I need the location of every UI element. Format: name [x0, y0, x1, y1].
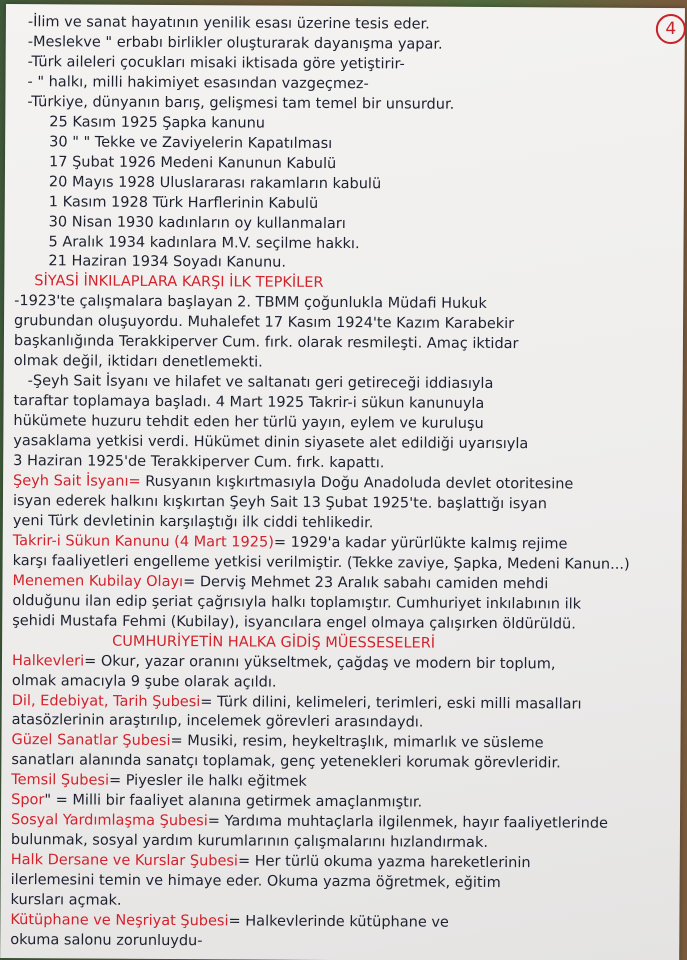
note-text: 17 Şubat 1926 Medeni Kanunun Kabulü [48, 153, 337, 172]
note-text: 1 Kasım 1928 Türk Harflerinin Kabulü [48, 193, 319, 212]
note-line [11, 852, 531, 871]
section-title: SİYASİ İNKILAPLARA KARŞI İLK TEPKİLER [34, 273, 324, 292]
note-text: ilerlemesini temin ve himaye eder. Okuma yazma öğretmek, eğitim [10, 872, 501, 892]
note-text: olduğunu ilan edip şeriat çağrısıyla halkı toplamıştır. Cumhuriyet inkılabının ilk [12, 592, 582, 613]
note-line [14, 313, 514, 332]
note-text: yeni Türk devletinin karşılaştığı ilk ciddi tehlikedir. [12, 512, 374, 532]
note-text: -Meslekve " erbabı birlikler oluşturarak dayanışma yapar. [27, 34, 443, 53]
page-number: 4 [656, 14, 686, 44]
note-line [14, 293, 487, 312]
note-line [28, 54, 405, 72]
note-line [12, 613, 576, 632]
note-line [11, 772, 307, 790]
note-line [49, 174, 381, 192]
note-text: = Derviş Mehmet 23 Aralık sabahı camiden mehdi [183, 573, 549, 593]
note-line [12, 573, 548, 592]
note-text: = Türk dilini, kelimeleri, terimleri, eski milli masalları [200, 693, 582, 713]
red-heading: Spor [11, 792, 45, 809]
note-line [13, 533, 568, 552]
red-heading: Takrir-i Sükun Kanunu (4 Mart 1925) [12, 532, 274, 551]
note-line [11, 732, 543, 751]
note-line [49, 114, 265, 131]
red-heading: Halkevleri [11, 652, 85, 670]
note-text: 25 Kasım 1925 Şapka kanunu [49, 114, 266, 132]
note-text: = Musiki, resim, heykeltraşlık, mimarlık ve süsleme [170, 733, 544, 752]
note-text: -Türkiye, dünyanın barış, gelişmesi tam temel bir unsurdur. [27, 93, 455, 113]
red-heading: Temsil Şubesi [11, 772, 110, 789]
notebook-page [0, 4, 685, 960]
section-title: CUMHURİYETİN HALKA GİDİŞ MÜESSESELERİ [112, 633, 436, 652]
note-line [10, 912, 449, 931]
note-line [10, 932, 202, 949]
note-text: Rusyanın kışkırtmasıyla Doğu Anadoluda devlet otoritesine [145, 473, 574, 493]
note-line [12, 593, 581, 612]
red-heading: Güzel Sanatlar Şubesi [11, 732, 171, 750]
note-text: başkanlığında Terakkiperver Cum. fırk. olarak resmileşti. Amaç iktidar [13, 333, 519, 353]
note-text: 5 Aralık 1934 kadınlara M.V. seçilme hakkı. [48, 233, 360, 252]
note-line [13, 493, 547, 512]
note-line [12, 653, 556, 672]
note-text: şehidi Mustafa Fehmi (Kubilay), isyancılara engel olmaya çalışırken öldürüldü. [12, 612, 576, 633]
note-text: = Piyesler ile halkı eğitmek [108, 772, 307, 791]
red-heading: Sosyal Yardımlaşma Şubesi [10, 812, 208, 830]
note-line [48, 234, 359, 252]
note-text: olmak amacıyla 9 şube olarak açıldı. [11, 672, 277, 691]
note-text: -Şeyh Sait İsyanı ve hilafet ve saltanatı geri getireceği iddiasıyla [27, 373, 494, 393]
note-text: isyan ederek halkını kışkırtan Şeyh Sait 13 Şubat 1925'te. başlattığı isyan [12, 493, 548, 513]
note-text: -1923'te çalışmalara başlayan 2. TBMM çoğunlukla Müdafi Hukuk [14, 293, 487, 313]
note-text: taraftar toplamaya başladı. 4 Mart 1925 Takrir-i sükun kanunuyla [13, 393, 485, 413]
note-line [13, 453, 384, 471]
note-line [13, 433, 528, 452]
note-line [48, 254, 286, 271]
note-line [28, 373, 494, 392]
note-text: yasaklama yetkisi verdi. Hükümet dinin siyasete alet edildiği uyarısıyla [13, 433, 529, 453]
note-line [14, 333, 519, 352]
note-text: 3 Haziran 1925'de Terakkiperver Cum. fırk. kapattı. [13, 453, 385, 472]
note-line [112, 633, 435, 651]
note-line [12, 713, 424, 732]
note-line [10, 892, 121, 909]
note-text: - " halkı, milli hakimiyet esasından vazgeçmez- [27, 73, 369, 93]
note-line [14, 353, 263, 371]
note-text: 21 Haziran 1934 Soyadı Kanunu. [48, 253, 287, 272]
note-line [27, 94, 454, 113]
note-line [34, 274, 323, 292]
note-line [11, 832, 488, 851]
note-text: = Okur, yazar oranını yükseltmek, çağdaş ve modern bir toplum, [84, 653, 556, 672]
note-text: kursları açmak. [10, 892, 122, 909]
note-text: = Halkevlerinde kütüphane ve [228, 913, 449, 931]
red-heading: Dil, Edebiyat, Tarih Şubesi [11, 692, 201, 710]
handwritten-notes [6, 4, 685, 950]
note-text: karşı faaliyetleri engelleme yetkisi verilmiştir. (Tekke zaviye, Şapka, Medeni Kanun...) [12, 552, 630, 573]
note-text: " = Milli bir faaliyet alanına getirmek amaçlanmıştır. [44, 792, 423, 811]
note-line [11, 872, 501, 891]
note-text: = 1929'a kadar yürürlükte kalmış rejime [273, 534, 568, 553]
note-text: 20 Mayıs 1928 Uluslararası rakamların kabulü [48, 173, 382, 192]
note-text: -İlim ve sanat hayatının yenilik esası üzerine tesis eder. [27, 14, 430, 33]
note-text: = Her türlü okuma yazma hareketlerinin [237, 853, 531, 872]
note-text: hükümete huzuru tehdit eden her türlü yayın, eylem ve kuruluşu [13, 413, 484, 433]
red-heading: Şeyh Sait İsyanı= [13, 473, 146, 490]
note-line [49, 154, 336, 172]
note-text: grubundan oluşuyordu. Muhalefet 17 Kasım 1924'te Kazım Karabekir [14, 313, 515, 333]
note-text: = Yardıma muhtaçlarla ilgilenmek, hayır faaliyetlerinde [207, 813, 609, 832]
note-line [14, 393, 485, 412]
note-text: sanatları alanında sanatçı toplamak, genç yetenekleri korumak görevleridir. [11, 752, 561, 772]
note-text: atasözlerinin araştırılıp, incelemek görevleri arasındaydı. [11, 712, 424, 732]
note-line [13, 553, 630, 573]
note-text: olmak değil, iktidarı denetlemekti. [13, 353, 263, 371]
note-line [13, 513, 374, 531]
note-line [49, 214, 346, 232]
note-line [12, 673, 277, 691]
note-line [13, 413, 483, 432]
note-text: 30 " " Tekke ve Zaviyelerin Kapatılması [49, 134, 333, 152]
note-line [11, 812, 608, 832]
note-text: 30 Nisan 1930 kadınların oy kullanmaları [48, 213, 346, 232]
note-line [13, 473, 573, 492]
note-line [27, 74, 368, 92]
red-heading: Halk Dersane ve Kurslar Şubesi [10, 852, 239, 870]
red-heading: Kütüphane ve Neşriyat Şubesi [10, 912, 229, 930]
note-line [28, 34, 443, 53]
red-heading: Menemen Kubilay Olayı [12, 572, 184, 590]
note-line [11, 752, 560, 771]
note-line [28, 14, 430, 32]
note-line [49, 134, 332, 152]
note-text: okuma salonu zorunluydu- [10, 932, 203, 950]
note-line [49, 194, 318, 212]
note-line [12, 693, 582, 712]
note-text: bulunmak, sosyal yardım kurumlarının çalışmalarını hızlandırmak. [10, 832, 489, 852]
note-text: -Türk aileleri çocukları misaki iktisada göre yetiştirir- [27, 54, 405, 73]
note-line [11, 792, 422, 811]
